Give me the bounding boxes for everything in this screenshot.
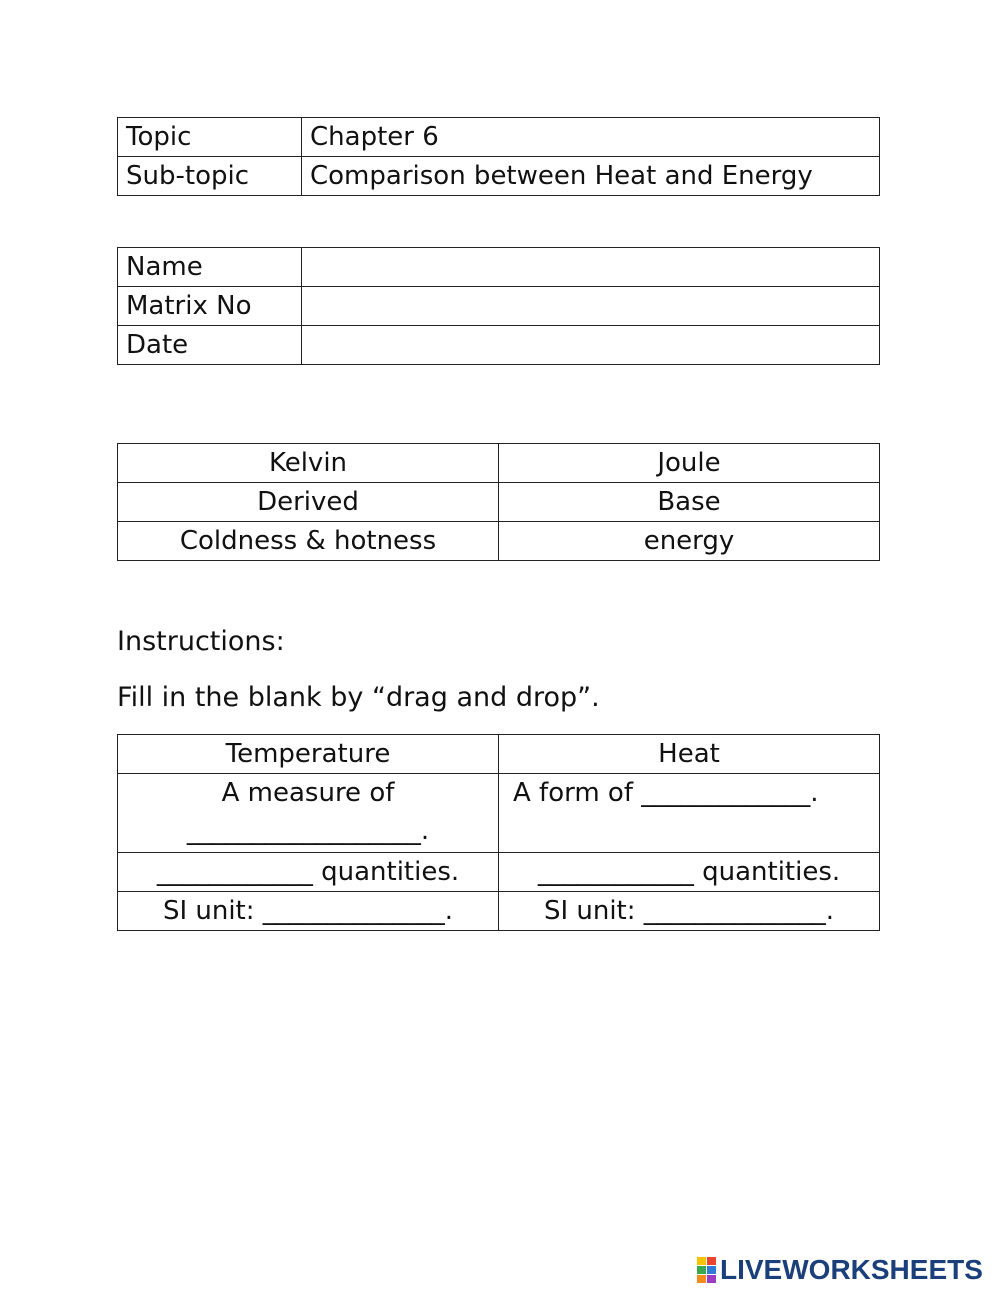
instructions-title: Instructions:	[117, 626, 285, 657]
heat-header: Heat	[499, 735, 880, 774]
table-row	[118, 522, 880, 561]
table-row	[118, 774, 880, 853]
table-row	[118, 892, 880, 931]
table-row	[118, 118, 880, 157]
logo-square	[707, 1257, 716, 1265]
answer-options-table	[117, 443, 880, 561]
logo-square	[697, 1275, 706, 1283]
matrix-no-field[interactable]	[302, 287, 880, 326]
liveworksheets-logo-text: LIVEWORKSHEETS	[720, 1254, 983, 1285]
temperature-measure-blank[interactable]: __________________.	[186, 816, 430, 846]
liveworksheets-logo-icon	[697, 1257, 716, 1283]
temperature-measure-cell[interactable]	[118, 774, 499, 853]
name-field[interactable]	[302, 248, 880, 287]
table-row	[118, 483, 880, 522]
option-derived[interactable]: Derived	[118, 483, 499, 522]
logo-square	[707, 1275, 716, 1283]
heat-form-cell[interactable]: A form of _____________.	[499, 774, 880, 853]
logo-square	[697, 1266, 706, 1274]
option-energy[interactable]: energy	[499, 522, 880, 561]
comparison-table	[117, 734, 880, 931]
temperature-header: Temperature	[118, 735, 499, 774]
date-field[interactable]	[302, 326, 880, 365]
heat-si-unit-blank[interactable]: SI unit: ______________.	[499, 892, 880, 931]
topic-info-table	[117, 117, 880, 196]
subtopic-label: Sub-topic	[118, 157, 302, 196]
temperature-quantity-blank[interactable]: ____________ quantities.	[118, 853, 499, 892]
matrix-no-label: Matrix No	[118, 287, 302, 326]
table-row	[118, 248, 880, 287]
instructions-text: Fill in the blank by “drag and drop”.	[117, 682, 600, 713]
table-row	[118, 444, 880, 483]
option-coldness-hotness[interactable]: Coldness & hotness	[118, 522, 499, 561]
table-row	[118, 326, 880, 365]
table-row	[118, 287, 880, 326]
logo-square	[697, 1257, 706, 1265]
name-label: Name	[118, 248, 302, 287]
subtopic-value: Comparison between Heat and Energy	[302, 157, 880, 196]
liveworksheets-logo	[697, 1253, 983, 1287]
student-details-table	[117, 247, 880, 365]
option-joule[interactable]: Joule	[499, 444, 880, 483]
heat-quantity-blank[interactable]: ____________ quantities.	[499, 853, 880, 892]
table-row	[118, 853, 880, 892]
temperature-measure-prefix: A measure of	[221, 778, 395, 808]
temperature-si-unit-blank[interactable]: SI unit: ______________.	[118, 892, 499, 931]
table-row	[118, 735, 880, 774]
logo-square	[707, 1266, 716, 1274]
option-base[interactable]: Base	[499, 483, 880, 522]
date-label: Date	[118, 326, 302, 365]
topic-label: Topic	[118, 118, 302, 157]
topic-value: Chapter 6	[302, 118, 880, 157]
table-row	[118, 157, 880, 196]
option-kelvin[interactable]: Kelvin	[118, 444, 499, 483]
